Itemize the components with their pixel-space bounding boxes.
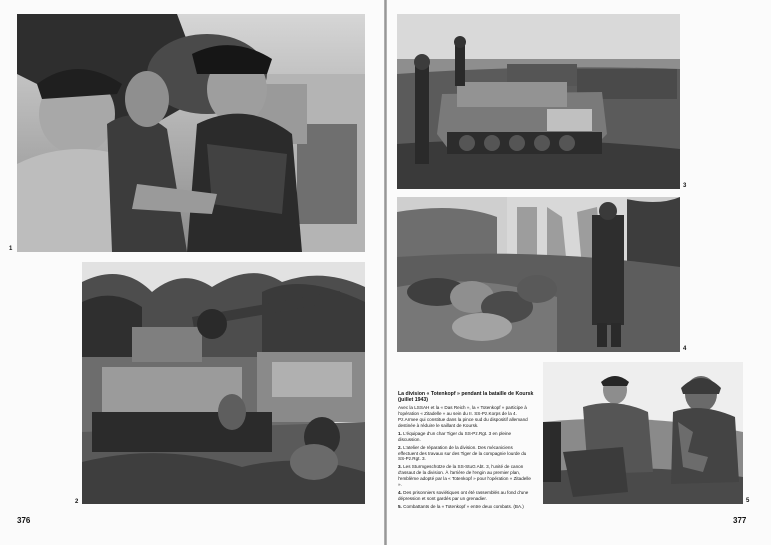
caption-item-1-text: L'équipage d'un char Tiger du SS-Pz.Rgt. 3 en pleine discussion. — [398, 430, 512, 442]
photo-1-label: 1 — [9, 246, 13, 252]
caption-item-5-text: Combattants de la « Totenkopf » entre deux combats. (BA.) — [403, 503, 524, 509]
caption-title: La division « Totenkopf » pendant la bataille de Koursk (juillet 1943) — [398, 391, 534, 404]
caption-item-1 — [398, 431, 534, 443]
photo-4-prisoners — [397, 197, 680, 352]
photo-3-label: 3 — [683, 183, 687, 189]
caption-item-4-number: 4. — [398, 489, 402, 495]
right-page-number: 377 — [733, 516, 747, 525]
photo-2-repair-workshop — [82, 262, 365, 504]
caption-item-3-number: 3. — [398, 464, 402, 470]
caption-block — [398, 391, 534, 511]
photo-4-label: 4 — [683, 346, 687, 352]
photo-1-tiger-crew — [17, 14, 365, 252]
caption-item-3-text: Les Sturmgeschütze de la SS-StuG Abt. 3, l'unité de canon d'assaut de la division. À l'arrière de l'engin au premier plan, l'emblème adopté par la « Totenkopf » pour l'opération « Zitadelle ». — [398, 464, 531, 487]
caption-item-5 — [398, 504, 534, 510]
caption-item-1-number: 1. — [398, 430, 402, 436]
caption-intro: Avec la LSSAH et la « Das Reich », la « Totenkopf » participe à l'opération « Zitadelle » au sein du II. SS-Pz.Korps de la 4. Pz.Armee qui constitue dans la pince sud du dispositif allemand destinée à réduire le saillant de Koursk. — [398, 405, 528, 429]
left-page-number: 376 — [17, 516, 31, 525]
left-page — [0, 0, 384, 545]
photo-3-assault-guns — [397, 14, 680, 189]
caption-item-4-text: Des prisonniers soviétiques ont été rassemblés au fond d'une dépression et sont gardés par un grenadier. — [398, 489, 529, 501]
caption-item-4 — [398, 490, 534, 502]
caption-item-5-number: 5. — [398, 503, 402, 509]
caption-item-3 — [398, 464, 534, 488]
caption-item-2 — [398, 445, 534, 463]
caption-item-2-text: L'atelier de réparation de la division. Des mécaniciens effectuent des travaux sur des Tiger de la compagnie lourde du SS-Pz.Rgt. 3. — [398, 444, 527, 462]
photo-5-combatants — [543, 362, 743, 504]
photo-2-label: 2 — [75, 499, 79, 505]
photo-5-label: 5 — [746, 498, 750, 504]
caption-item-2-number: 2. — [398, 444, 402, 450]
